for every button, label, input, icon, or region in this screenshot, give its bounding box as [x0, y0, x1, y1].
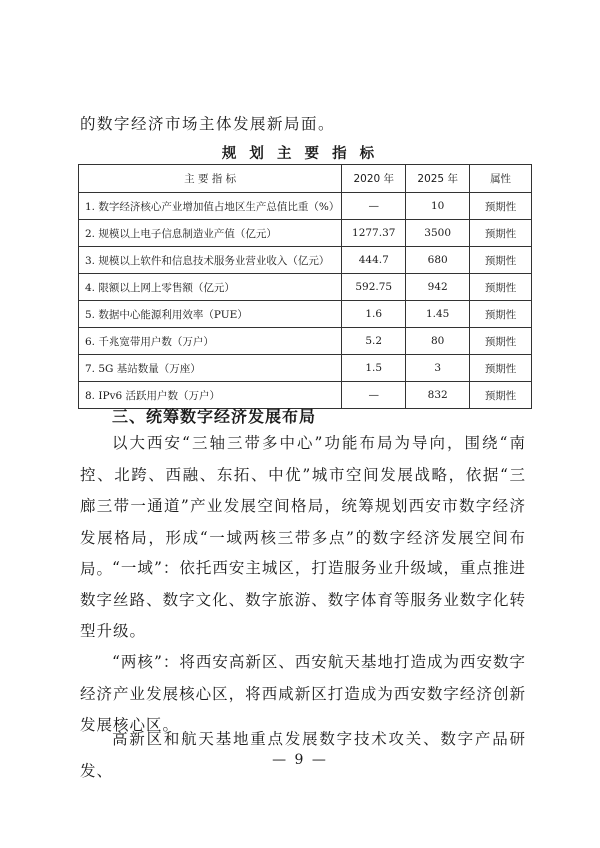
indicator-cell: 4. 限额以上网上零售额（亿元） [79, 274, 342, 301]
value-2020-cell: 5.2 [342, 328, 406, 355]
value-2020-cell: 1.6 [342, 301, 406, 328]
section-heading: 三、统筹数字经济发展布局 [112, 407, 317, 426]
page-number: — 9 — [272, 752, 328, 768]
attribute-cell: 预期性 [470, 328, 532, 355]
attribute-cell: 预期性 [470, 355, 532, 382]
value-2025-cell: 10 [406, 193, 470, 220]
value-2025-cell: 3 [406, 355, 470, 382]
indicator-cell: 6. 千兆宽带用户数（万户） [79, 328, 342, 355]
indicator-cell: 1. 数字经济核心产业增加值占地区生产总值比重（%） [79, 193, 342, 220]
value-2025-cell: 680 [406, 247, 470, 274]
table-row [79, 247, 532, 274]
header-indicator: 主 要 指 标 [79, 165, 342, 193]
attribute-cell: 预期性 [470, 247, 532, 274]
indicator-cell: 7. 5G 基站数量（万座） [79, 355, 342, 382]
attribute-cell: 预期性 [470, 220, 532, 247]
table-row [79, 328, 532, 355]
paragraph-layout: 以大西安“三轴三带多中心”功能布局为导向，围绕“南控、北跨、西融、东拓、中优”城市空间发展战略，依据“三廊三带一通道”产业发展空间格局，统筹规划西安市数字经济发展格局，形成“一域两核三带多点”的数字经济发展空间布局。 [80, 434, 526, 578]
table-row [79, 301, 532, 328]
paragraph-one-domain: “一域”：依托西安主城区，打造服务业升级域，重点推进数字丝路、数字文化、数字旅游、数字体育等服务业数字化转型升级。 [80, 559, 526, 640]
value-2020-cell: 592.75 [342, 274, 406, 301]
value-2025-cell: 1.45 [406, 301, 470, 328]
value-2020-cell: 1.5 [342, 355, 406, 382]
header-2025: 2025 年 [406, 165, 470, 193]
indicator-cell: 8. IPv6 活跃用户数（万户） [79, 382, 342, 409]
table-row [79, 355, 532, 382]
table-title: 规 划 主 要 指 标 [221, 146, 379, 162]
paragraph-hightech-zone: 高新区和航天基地重点发展数字技术攻关、数字产品研发、 [80, 730, 526, 780]
attribute-cell: 预期性 [470, 382, 532, 409]
header-2020: 2020 年 [342, 165, 406, 193]
indicator-cell: 5. 数据中心能源利用效率（PUE） [79, 301, 342, 328]
value-2020-cell: — [342, 193, 406, 220]
attribute-cell: 预期性 [470, 193, 532, 220]
indicator-cell: 3. 规模以上软件和信息技术服务业营业收入（亿元） [79, 247, 342, 274]
indicator-cell: 2. 规模以上电子信息制造业产值（亿元） [79, 220, 342, 247]
value-2025-cell: 942 [406, 274, 470, 301]
indicators-table [78, 164, 532, 409]
attribute-cell: 预期性 [470, 274, 532, 301]
lead-line: 的数字经济市场主体发展新局面。 [80, 115, 336, 133]
table-row [79, 220, 532, 247]
value-2020-cell: 1277.37 [342, 220, 406, 247]
table-row [79, 193, 532, 220]
value-2020-cell: — [342, 382, 406, 409]
value-2025-cell: 3500 [406, 220, 470, 247]
table-row [79, 274, 532, 301]
attribute-cell: 预期性 [470, 301, 532, 328]
table-header-row [79, 165, 532, 193]
paragraph-two-cores: “两核”：将西安高新区、西安航天基地打造成为西安数字经济产业发展核心区，将西咸新区打造成为西安数字经济创新发展核心区。 [80, 653, 526, 734]
value-2025-cell: 80 [406, 328, 470, 355]
value-2020-cell: 444.7 [342, 247, 406, 274]
value-2025-cell: 832 [406, 382, 470, 409]
header-attribute: 属性 [470, 165, 532, 193]
